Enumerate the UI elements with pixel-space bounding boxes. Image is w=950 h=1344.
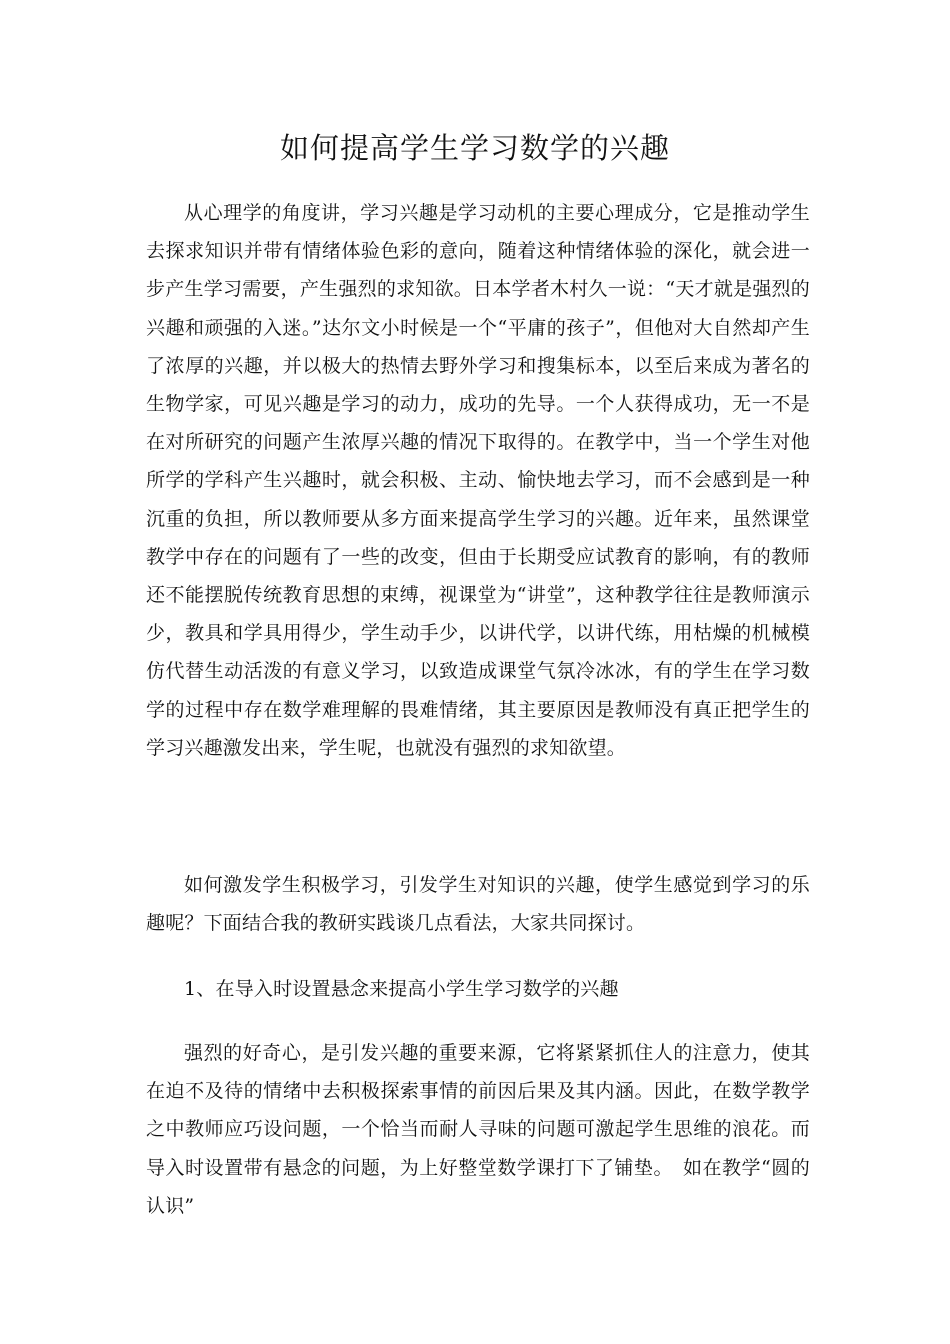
paragraph-question: 如何激发学生积极学习，引发学生对知识的兴趣，使学生感觉到学习的乐趣呢？下面结合我的教研实践谈几点看法，大家共同探讨。 [146,874,810,935]
section-heading-1: 1、在导入时设置悬念来提高小学生学习数学的兴趣 [184,978,619,1000]
document-title: 如何提高学生学习数学的兴趣 [279,131,670,165]
paragraph-intro: 从心理学的角度讲，学习兴趣是学习动机的主要心理成分，它是推动学生去探求知识并带有情绪体验色彩的意向，随着这种情绪体验的深化，就会进一步产生学习需要，产生强烈的求知欲。日本学者木村久一说：“天才就是强烈的兴趣和顽强的入迷。”达尔文小时候是一个“平庸的孩子”，但他对大自然却产生了浓厚的兴趣，并以极大的热情去野外学习和搜集标本，以至后来成为著名的生物学家，可见兴趣是学习的动力，成功的先导。一个人获得成功，无一不是在对所研究的问题产生浓厚兴趣的情况下取得的。在教学中，当一个学生对他所学的学科产生兴趣时，就会积极、主动、愉快地去学习，而不会感到是一种沉重的负担，所以教师要从多方面来提高学生学习的兴趣。近年来，虽然课堂教学中存在的问题有了一些的改变，但由于长期受应试教育的影响，有的教师还不能摆脱传统教育思想的束缚，视课堂为“讲堂”，这种教学往往是教师演示少，教具和学具用得少，学生动手少，以讲代学，以讲代练，用枯燥的机械模仿代替生动活泼的有意义学习，以致造成课堂气氛冷冰冰，有的学生在学习数学的过程中存在数学难理解的畏难情绪，其主要原因是教师没有真正把学生的学习兴趣激发出来，学生呢，也就没有强烈的求知欲望。 [146,202,810,759]
paragraph-section-1: 强烈的好奇心，是引发兴趣的重要来源，它将紧紧抓住人的注意力，使其在迫不及待的情绪中去积极探索事情的前因后果及其内涵。因此，在数学教学之中教师应巧设问题，一个恰当而耐人寻味的问题可激起学生思维的浪花。而导入时设置带有悬念的问题，为上好整堂数学课打下了铺垫。 如在教学“圆的认识” [146,1042,810,1217]
